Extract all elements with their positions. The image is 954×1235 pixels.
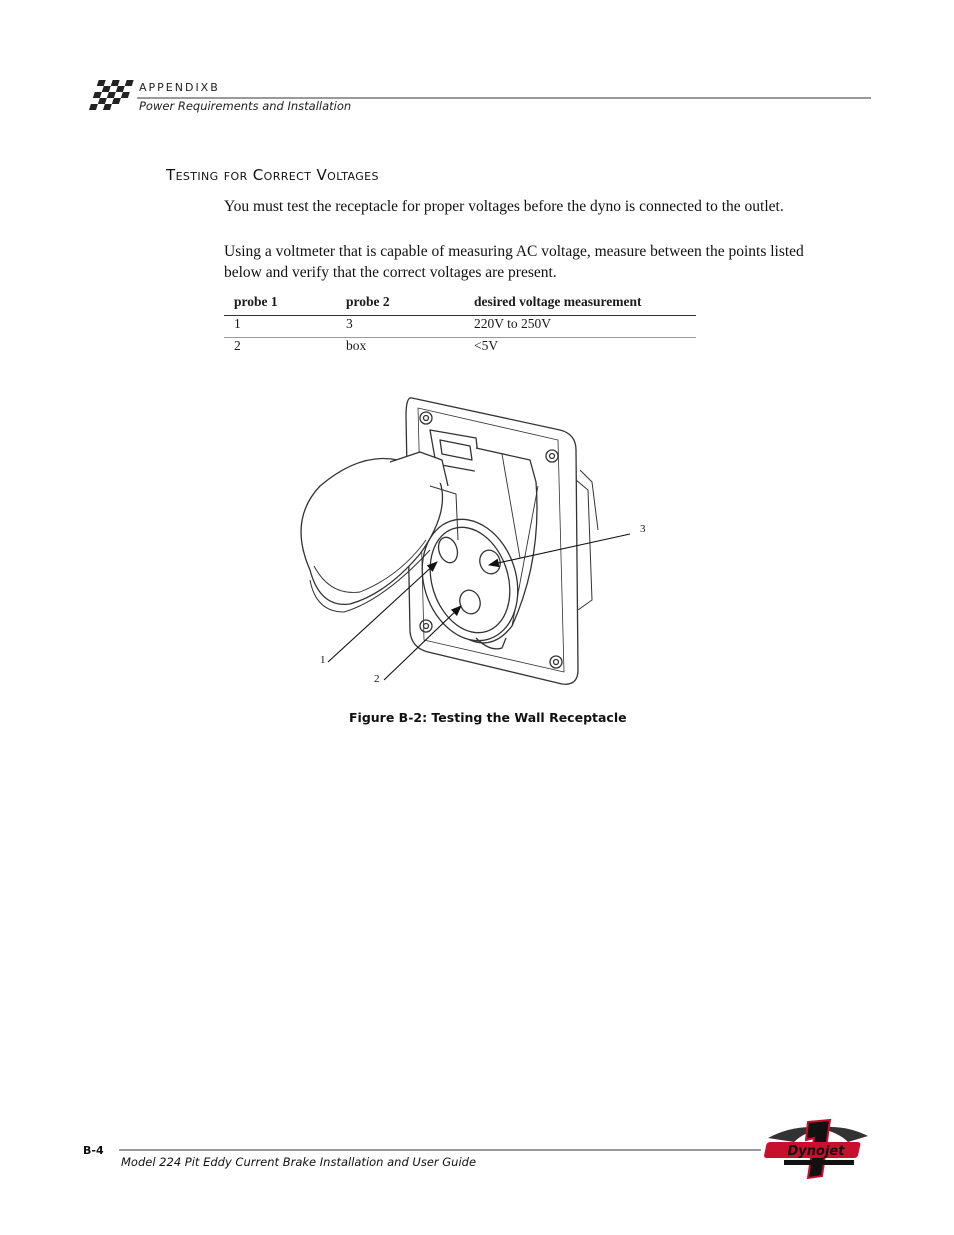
footer-divider bbox=[119, 1149, 761, 1151]
voltage-table bbox=[224, 293, 696, 359]
table-cell: 2 bbox=[234, 338, 241, 353]
dynojet-logo bbox=[764, 1118, 872, 1180]
column-header: probe 2 bbox=[346, 294, 390, 309]
table-cell: box bbox=[346, 338, 367, 353]
page-number: B-4 bbox=[83, 1144, 104, 1157]
section-title: Testing for Correct Voltages bbox=[166, 166, 379, 184]
callout-label-3: 3 bbox=[640, 523, 646, 535]
table-row bbox=[224, 338, 696, 360]
wall-receptacle-diagram bbox=[280, 390, 660, 690]
table-header-row bbox=[224, 293, 696, 316]
paragraph-intro: You must test the receptacle for proper voltages before the dyno is connected to the outlet. bbox=[224, 198, 784, 215]
table-row bbox=[224, 316, 696, 338]
column-header: probe 1 bbox=[234, 294, 278, 309]
callout-label-1: 1 bbox=[320, 654, 326, 666]
table-cell: 1 bbox=[234, 316, 241, 331]
figure-caption: Figure B-2: Testing the Wall Receptacle bbox=[349, 710, 627, 725]
appendix-label: APPENDIXB bbox=[139, 81, 220, 94]
table-cell: <5V bbox=[474, 338, 499, 353]
footer-title: Model 224 Pit Eddy Current Brake Installation and User Guide bbox=[121, 1155, 477, 1169]
table-cell: 220V to 250V bbox=[474, 316, 552, 331]
table-cell: 3 bbox=[346, 316, 353, 331]
callout-label-2: 2 bbox=[374, 673, 380, 685]
column-header: desired voltage measurement bbox=[474, 294, 642, 309]
logo-text: Dynojet bbox=[787, 1144, 845, 1159]
header-subtitle: Power Requirements and Installation bbox=[139, 99, 352, 113]
paragraph-instructions: Using a voltmeter that is capable of measuring AC voltage, measure between the points listed below and verify that the correct voltages are present. bbox=[224, 243, 804, 281]
checkered-flag-icon bbox=[80, 76, 136, 120]
